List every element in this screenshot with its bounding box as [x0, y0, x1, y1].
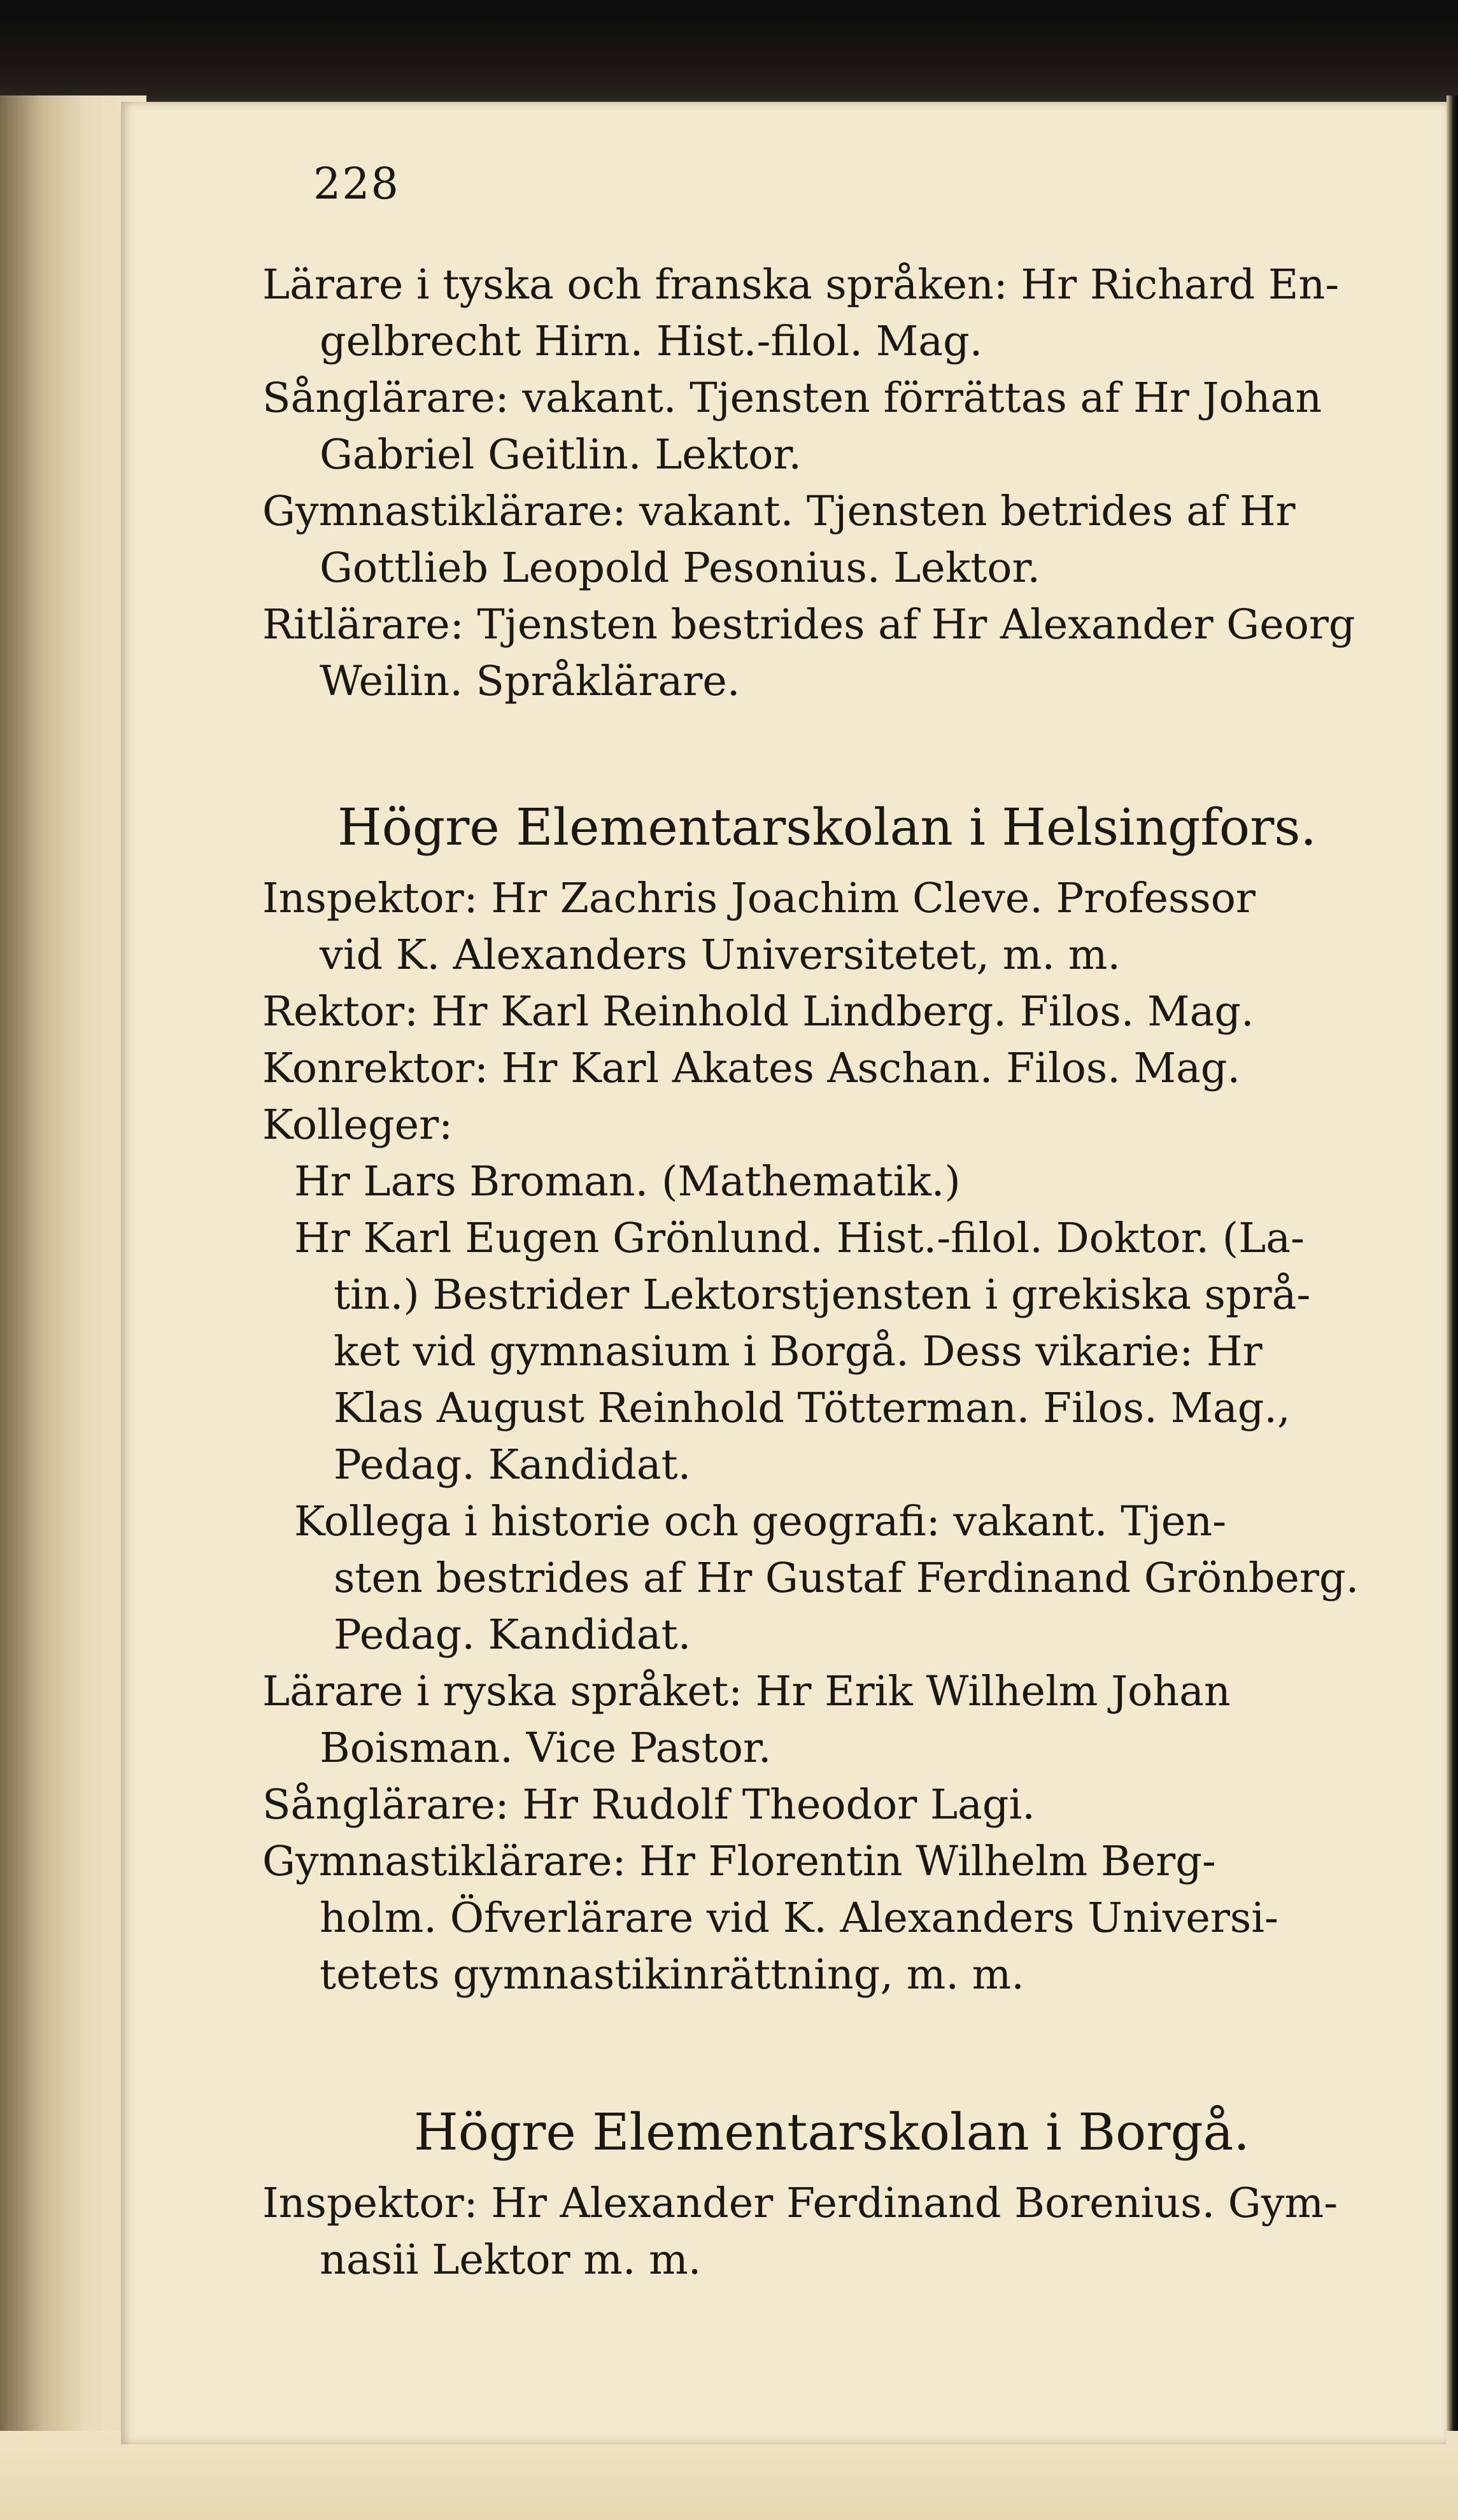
page-number: 228 — [313, 159, 400, 209]
text-line: ket vid gymnasium i Borgå. Dess vikarie: Hr — [334, 1328, 1263, 1376]
text-line: Gymnastiklärare: Hr Florentin Wilhelm Berg- — [262, 1838, 1216, 1885]
text-line: Gabriel Geitlin. Lektor. — [320, 431, 802, 479]
text-line: Gottlieb Leopold Pesonius. Lektor. — [320, 544, 1041, 592]
text-line: Pedag. Kandidat. — [334, 1611, 691, 1659]
text-line: sten bestrides af Hr Gustaf Ferdinand Grönberg. — [334, 1554, 1359, 1602]
text-line: Kollega i historie och geografi: vakant. Tjen- — [294, 1498, 1227, 1545]
text-line: Weilin. Språklärare. — [320, 658, 740, 705]
text-line: Klas August Reinhold Tötterman. Filos. Mag., — [334, 1384, 1291, 1432]
text-line: nasii Lektor m. m. — [320, 2236, 702, 2284]
text-line: vid K. Alexanders Universitetet, m. m. — [320, 931, 1121, 979]
text-line: Lärare i tyska och franska språken: Hr Richard En- — [262, 261, 1340, 309]
section-heading-helsingfors: Högre Elementarskolan i Helsingfors. — [337, 798, 1317, 857]
text-line: Sånglärare: Hr Rudolf Theodor Lagi. — [262, 1781, 1035, 1829]
text-line: Sånglärare: vakant. Tjensten förrättas af Hr Johan — [262, 374, 1322, 422]
text-line: Rektor: Hr Karl Reinhold Lindberg. Filos. Mag. — [262, 988, 1254, 1036]
text-line: Boisman. Vice Pastor. — [320, 1724, 772, 1772]
text-line: Konrektor: Hr Karl Akates Aschan. Filos. Mag. — [262, 1045, 1241, 1092]
text-line: Pedag. Kandidat. — [334, 1441, 691, 1489]
text-line: Gymnastiklärare: vakant. Tjensten betrides af Hr — [262, 488, 1296, 535]
book-right-edge — [1447, 95, 1458, 2520]
text-line: Hr Lars Broman. (Mathematik.) — [294, 1158, 961, 1206]
text-line: tin.) Bestrider Lektorstjensten i grekiska språ- — [334, 1271, 1311, 1319]
text-line: Inspektor: Hr Zachris Joachim Cleve. Professor — [262, 875, 1256, 922]
text-line: Hr Karl Eugen Grönlund. Hist.-filol. Doktor. (La- — [294, 1214, 1305, 1262]
text-line: Inspektor: Hr Alexander Ferdinand Borenius. Gym- — [262, 2179, 1338, 2227]
text-line: Kolleger: — [262, 1101, 453, 1149]
book-bottom-edge — [0, 2431, 1458, 2520]
text-line: Lärare i ryska språket: Hr Erik Wilhelm Johan — [262, 1668, 1231, 1715]
text-line: Ritlärare: Tjensten bestrides af Hr Alexander Georg — [262, 601, 1355, 649]
text-line: holm. Öfverlärare vid K. Alexanders Universi- — [320, 1894, 1279, 1942]
scan-top-shadow — [0, 0, 1458, 118]
text-line: tetets gymnastikinrättning, m. m. — [320, 1951, 1024, 1999]
text-line: gelbrecht Hirn. Hist.-filol. Mag. — [320, 318, 983, 365]
section-heading-borga: Högre Elementarskolan i Borgå. — [414, 2102, 1250, 2162]
